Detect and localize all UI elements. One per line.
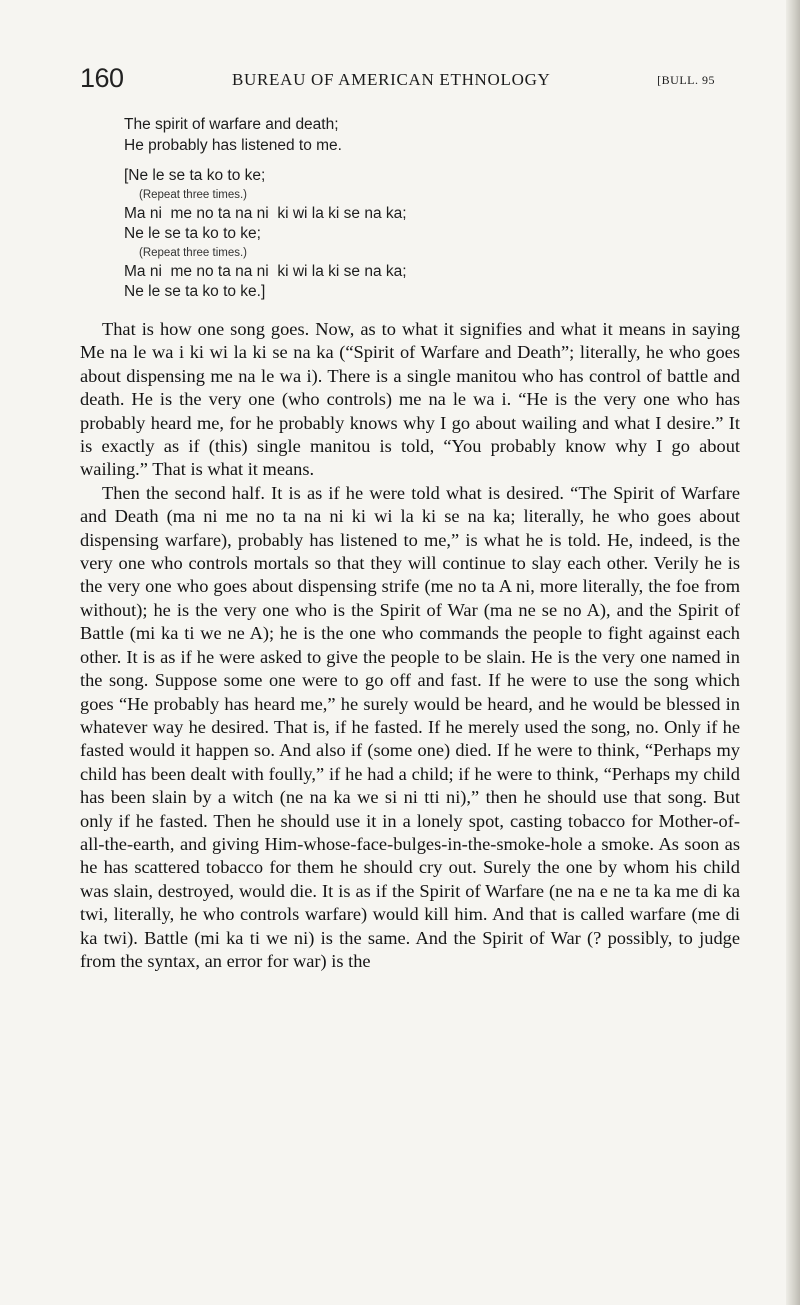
running-header: [80, 63, 715, 95]
running-title: BUREAU OF AMERICAN ETHNOLOGY: [232, 70, 551, 89]
song-verse: [124, 115, 704, 303]
page-edge: [786, 0, 800, 1305]
verse-line: [Ne le se ta ko to ke;: [124, 167, 266, 184]
repeat-note: (Repeat three times.): [139, 188, 248, 201]
page-number: 160: [80, 63, 124, 93]
repeat-note: (Repeat three times.): [139, 246, 248, 259]
paragraph: That is how one song goes. Now, as to what it signifies and what it means in saying Me na le wa i ki wi la ki se na ka (“Spirit of Warfare and Death”; literally, he who goes about dispensing me na le wa i). There is a single manitou who has control of battle and death. He is the very one (who controls) me na le wa i. “He is the very one who has probably heard me, for he probably knows why I go about wailing and what I desire.” It is exactly as if (this) single manitou is told, “You probably know why I go about wailing.” That is what it means.: [80, 319, 740, 480]
verse-gap: [124, 156, 704, 166]
verse-line: Ne le se ta ko to ke.]: [124, 283, 266, 300]
bulletin-reference: [BULL. 95: [657, 73, 715, 87]
verse-line: Ma ni me no ta na ni ki wi la ki se na ka;: [124, 204, 407, 222]
verse-line: Ne le se ta ko to ke;: [124, 225, 261, 242]
body-text: [80, 318, 740, 973]
verse-line: Ma ni me no ta na ni ki wi la ki se na ka;: [124, 262, 407, 280]
verse-line: The spirit of warfare and death;: [124, 116, 339, 133]
verse-line: He probably has listened to me.: [124, 136, 342, 154]
paragraph: Then the second half. It is as if he were told what is desired. “The Spirit of Warfare and Death (ma ni me no ta na ni ki wi la ki se na ka; literally, he who goes about dispensing warfare), probably has listened to me,” is what he is told. He, indeed, is the very one who controls mortals so that they will continue to slay each other. Verily he is the very one who goes about dispensing strife (me no ta A ni, more literally, the foe from without); he is the very one who is the Spirit of War (ma ne se no A), and the Spirit of Battle (mi ka ti we ne A); he is the one who commands the people to fight against each other. It is as if he were asked to give the people to be slain. He is the very one named in the song. Suppose some one were to go off and fast. If he were to use the song which goes “He probably has heard me,” he surely would be heard, and he would be blessed in whatever way he desired. That is, if he fasted. If he merely used the song, no. Only if he fasted would it happen so. And also if (some one) died. If he were to think, “Perhaps my child has been dealt with foully,” if he had a child; if he were to think, “Perhaps my child has been slain by a witch (ne na ka we si ni tti ni),” then he should use that song. But only if he fasted. Then he should use it in a lonely spot, casting tobacco for Mother-of-all-the-earth, and giving Him-whose-face-bulges-in-the-smoke-hole a smoke. As soon as he has scattered tobacco for them he should cry out. Surely the one by whom his child was slain, destroyed, would die. It is as if the Spirit of Warfare (ne na e ne ta ka me di ka twi, literally, he who controls warfare) would kill him. And that is called warfare (me di ka twi). Battle (mi ka ti we ni) is the same. And the Spirit of War (? possibly, to judge from the syntax, an error for war) is the: [80, 482, 740, 971]
